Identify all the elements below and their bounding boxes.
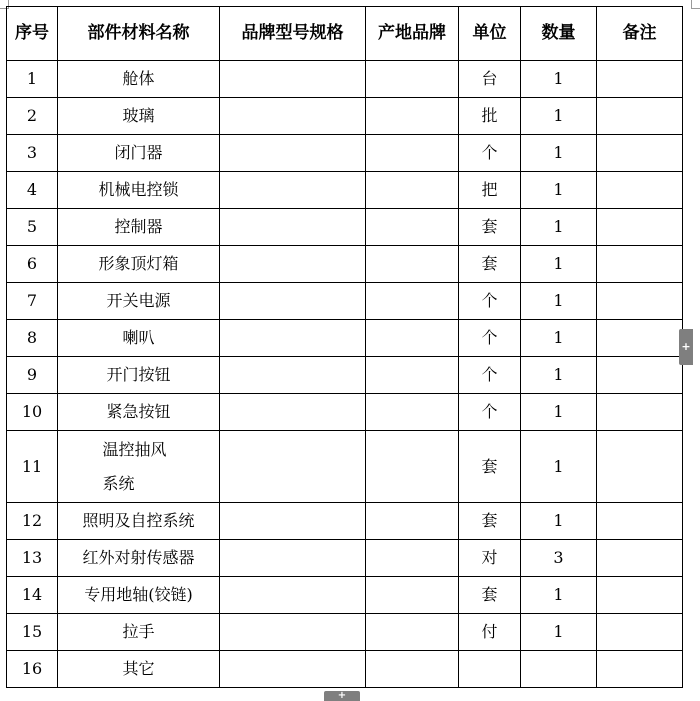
cell-unit: 把 bbox=[459, 172, 521, 209]
cell-qty: 1 bbox=[521, 503, 597, 540]
cell-name: 拉手 bbox=[58, 614, 220, 651]
cell-origin bbox=[366, 283, 459, 320]
header-no: 序号 bbox=[7, 7, 58, 61]
cell-no: 11 bbox=[7, 431, 58, 503]
cell-origin bbox=[366, 172, 459, 209]
cell-no: 12 bbox=[7, 503, 58, 540]
cell-note bbox=[597, 172, 683, 209]
cell-brand bbox=[220, 246, 366, 283]
table-row bbox=[7, 577, 683, 614]
cell-unit: 套 bbox=[459, 503, 521, 540]
cell-unit: 个 bbox=[459, 135, 521, 172]
table-row bbox=[7, 503, 683, 540]
table-row bbox=[7, 172, 683, 209]
cell-no: 14 bbox=[7, 577, 58, 614]
cell-note bbox=[597, 283, 683, 320]
cell-origin bbox=[366, 246, 459, 283]
cell-note bbox=[597, 61, 683, 98]
cell-unit: 个 bbox=[459, 357, 521, 394]
table-row bbox=[7, 98, 683, 135]
cell-brand bbox=[220, 283, 366, 320]
cell-note bbox=[597, 357, 683, 394]
table-row bbox=[7, 246, 683, 283]
cell-origin bbox=[366, 61, 459, 98]
table-row bbox=[7, 209, 683, 246]
cell-origin bbox=[366, 503, 459, 540]
cell-no: 9 bbox=[7, 357, 58, 394]
table-row bbox=[7, 431, 683, 503]
cell-name: 机械电控锁 bbox=[58, 172, 220, 209]
cell-brand bbox=[220, 540, 366, 577]
cell-qty: 1 bbox=[521, 61, 597, 98]
cell-no: 6 bbox=[7, 246, 58, 283]
cell-name bbox=[58, 431, 220, 503]
cell-name: 喇叭 bbox=[58, 320, 220, 357]
cell-qty: 1 bbox=[521, 394, 597, 431]
cell-note bbox=[597, 394, 683, 431]
insert-column-handle[interactable] bbox=[679, 329, 693, 365]
cell-brand bbox=[220, 431, 366, 503]
cell-no: 15 bbox=[7, 614, 58, 651]
header-origin: 产地品牌 bbox=[366, 7, 459, 61]
table-row bbox=[7, 135, 683, 172]
cell-origin bbox=[366, 540, 459, 577]
cell-origin bbox=[366, 135, 459, 172]
cell-note bbox=[597, 614, 683, 651]
cell-origin bbox=[366, 651, 459, 688]
cell-name: 其它 bbox=[58, 651, 220, 688]
cell-unit: 个 bbox=[459, 283, 521, 320]
cell-no: 16 bbox=[7, 651, 58, 688]
cell-brand bbox=[220, 209, 366, 246]
table-row bbox=[7, 283, 683, 320]
cell-qty: 1 bbox=[521, 357, 597, 394]
cell-brand bbox=[220, 172, 366, 209]
table-row bbox=[7, 394, 683, 431]
cell-note bbox=[597, 98, 683, 135]
cell-unit: 套 bbox=[459, 246, 521, 283]
plus-icon: + bbox=[337, 690, 347, 701]
cell-name: 开门按钮 bbox=[58, 357, 220, 394]
cell-note bbox=[597, 246, 683, 283]
cell-qty: 1 bbox=[521, 320, 597, 357]
cell-note bbox=[597, 135, 683, 172]
cell-origin bbox=[366, 431, 459, 503]
cell-brand bbox=[220, 320, 366, 357]
cell-unit: 个 bbox=[459, 394, 521, 431]
cell-brand bbox=[220, 503, 366, 540]
parts-table bbox=[6, 6, 683, 688]
cell-name: 闭门器 bbox=[58, 135, 220, 172]
cell-qty: 1 bbox=[521, 614, 597, 651]
cell-no: 5 bbox=[7, 209, 58, 246]
cell-note bbox=[597, 651, 683, 688]
table-row bbox=[7, 357, 683, 394]
cell-qty: 1 bbox=[521, 431, 597, 503]
table-row bbox=[7, 651, 683, 688]
cell-origin bbox=[366, 320, 459, 357]
cell-origin bbox=[366, 614, 459, 651]
cell-qty: 1 bbox=[521, 172, 597, 209]
cell-name: 开关电源 bbox=[58, 283, 220, 320]
cell-qty: 1 bbox=[521, 98, 597, 135]
cell-brand bbox=[220, 61, 366, 98]
cell-note bbox=[597, 431, 683, 503]
page-corner-mark-top-right bbox=[691, 0, 700, 9]
cell-no: 10 bbox=[7, 394, 58, 431]
cell-origin bbox=[366, 357, 459, 394]
table-row bbox=[7, 540, 683, 577]
cell-note bbox=[597, 320, 683, 357]
cell-brand bbox=[220, 651, 366, 688]
cell-brand bbox=[220, 98, 366, 135]
cell-origin bbox=[366, 209, 459, 246]
cell-brand bbox=[220, 394, 366, 431]
cell-qty: 1 bbox=[521, 209, 597, 246]
cell-origin bbox=[366, 98, 459, 135]
cell-qty: 3 bbox=[521, 540, 597, 577]
cell-brand bbox=[220, 614, 366, 651]
cell-name: 玻璃 bbox=[58, 98, 220, 135]
cell-qty: 1 bbox=[521, 135, 597, 172]
cell-unit: 套 bbox=[459, 209, 521, 246]
header-quantity: 数量 bbox=[521, 7, 597, 61]
cell-name: 舱体 bbox=[58, 61, 220, 98]
plus-icon: + bbox=[681, 340, 691, 353]
table-header-row bbox=[7, 7, 683, 61]
insert-row-handle[interactable] bbox=[324, 691, 360, 701]
cell-no: 1 bbox=[7, 61, 58, 98]
cell-name: 形象顶灯箱 bbox=[58, 246, 220, 283]
cell-unit: 批 bbox=[459, 98, 521, 135]
cell-unit bbox=[459, 651, 521, 688]
cell-qty: 1 bbox=[521, 246, 597, 283]
cell-no: 8 bbox=[7, 320, 58, 357]
cell-no: 3 bbox=[7, 135, 58, 172]
cell-unit: 对 bbox=[459, 540, 521, 577]
header-name: 部件材料名称 bbox=[58, 7, 220, 61]
cell-name: 紧急按钮 bbox=[58, 394, 220, 431]
cell-unit: 套 bbox=[459, 577, 521, 614]
cell-qty bbox=[521, 651, 597, 688]
cell-qty: 1 bbox=[521, 283, 597, 320]
cell-no: 7 bbox=[7, 283, 58, 320]
cell-note bbox=[597, 540, 683, 577]
cell-name: 照明及自控系统 bbox=[58, 503, 220, 540]
cell-qty: 1 bbox=[521, 577, 597, 614]
cell-note bbox=[597, 209, 683, 246]
cell-name: 红外对射传感器 bbox=[58, 540, 220, 577]
cell-note bbox=[597, 577, 683, 614]
cell-name: 控制器 bbox=[58, 209, 220, 246]
table-row bbox=[7, 320, 683, 357]
cell-note bbox=[597, 503, 683, 540]
cell-unit: 付 bbox=[459, 614, 521, 651]
cell-unit: 套 bbox=[459, 431, 521, 503]
cell-name: 专用地轴(铰链) bbox=[58, 577, 220, 614]
cell-no: 13 bbox=[7, 540, 58, 577]
cell-brand bbox=[220, 357, 366, 394]
header-note: 备注 bbox=[597, 7, 683, 61]
cell-no: 4 bbox=[7, 172, 58, 209]
cell-brand bbox=[220, 135, 366, 172]
table-row bbox=[7, 614, 683, 651]
cell-name-text: 温控抽风系统 bbox=[102, 439, 167, 493]
table-row bbox=[7, 61, 683, 98]
header-unit: 单位 bbox=[459, 7, 521, 61]
cell-origin bbox=[366, 577, 459, 614]
cell-brand bbox=[220, 577, 366, 614]
cell-no: 2 bbox=[7, 98, 58, 135]
cell-unit: 个 bbox=[459, 320, 521, 357]
cell-origin bbox=[366, 394, 459, 431]
header-brand-model: 品牌型号规格 bbox=[220, 7, 366, 61]
cell-unit: 台 bbox=[459, 61, 521, 98]
